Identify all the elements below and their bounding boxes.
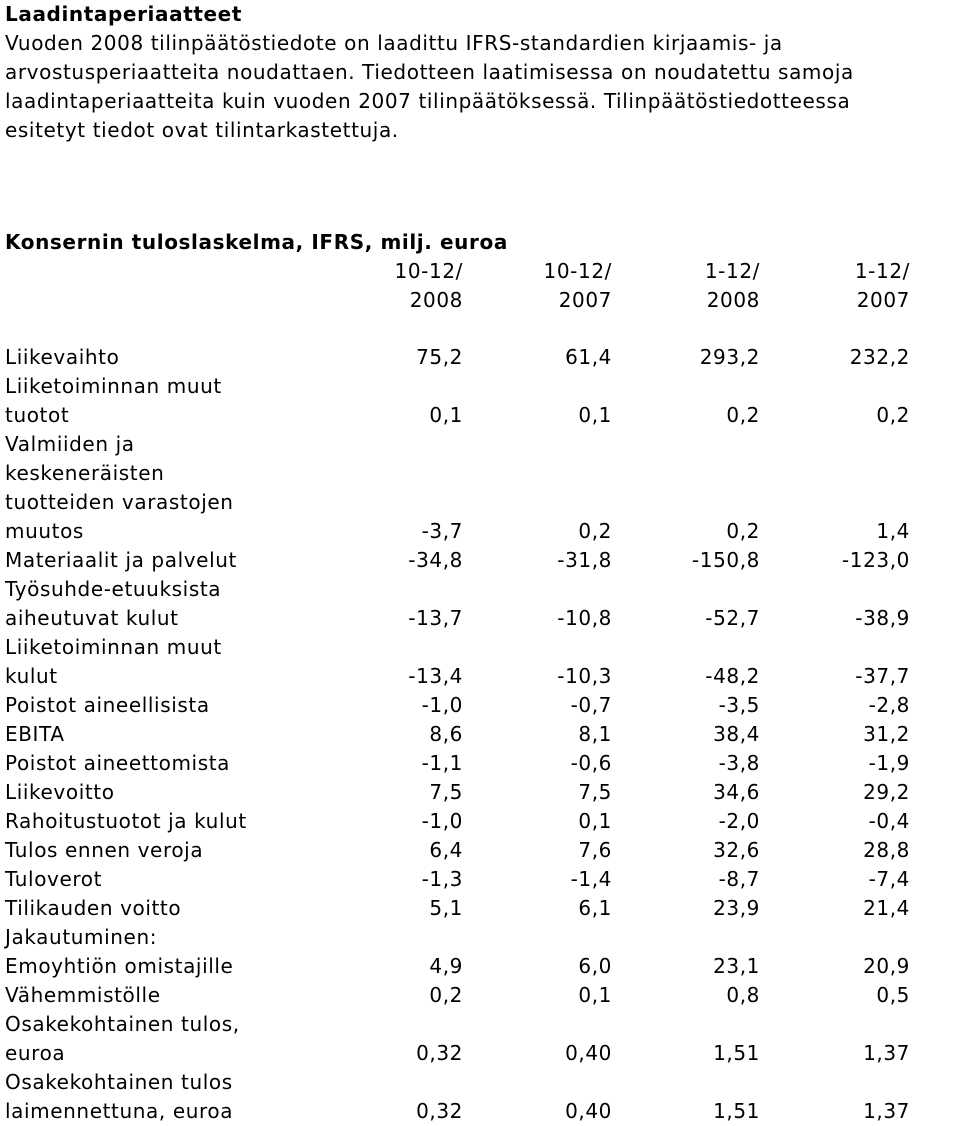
- row-label-line: aiheutuvat kulut: [5, 606, 179, 630]
- row-label: [5, 430, 295, 546]
- table-row: [5, 923, 955, 952]
- cell-value: 0,1: [429, 403, 463, 427]
- row-label: [5, 720, 295, 749]
- cell-value: 6,1: [578, 896, 612, 920]
- row-label-line: Emoyhtiön omistajille: [5, 954, 234, 978]
- cell-value: 232,2: [849, 345, 910, 369]
- row-label-line: kulut: [5, 664, 58, 688]
- cell-value: -13,4: [408, 664, 463, 688]
- cell-value: 1,4: [876, 519, 910, 543]
- row-label-line: tuotot: [5, 403, 70, 427]
- cell-value: 34,6: [713, 780, 760, 804]
- document-page: [5, 0, 955, 1123]
- table-row: [5, 430, 955, 546]
- column-header-period: 10-12/: [543, 259, 612, 283]
- row-label-line: Työsuhde-etuuksista: [5, 577, 222, 601]
- row-label-line: Vähemmistölle: [5, 983, 161, 1007]
- table-row: [5, 720, 955, 749]
- cell-value: -2,8: [868, 693, 910, 717]
- row-label-line: Tilikauden voitto: [5, 896, 182, 920]
- row-label-line: laimennettuna, euroa: [5, 1099, 234, 1123]
- cell-value: -7,4: [868, 867, 910, 891]
- row-label: [5, 575, 295, 633]
- row-label: [5, 952, 295, 981]
- table-row: [5, 952, 955, 981]
- cell-value: 0,2: [726, 403, 760, 427]
- row-label: [5, 981, 295, 1010]
- row-label-line: Jakautuminen:: [5, 925, 158, 949]
- cell-value: 1,51: [713, 1099, 760, 1123]
- table-row: [5, 836, 955, 865]
- cell-value: -13,7: [408, 606, 463, 630]
- cell-value: 0,2: [726, 519, 760, 543]
- row-label: [5, 372, 295, 430]
- table-row: [5, 981, 955, 1010]
- row-label: [5, 778, 295, 807]
- cell-value: -52,7: [705, 606, 760, 630]
- row-label-line: muutos: [5, 519, 84, 543]
- row-label: [5, 1010, 295, 1068]
- row-label: [5, 865, 295, 894]
- cell-value: 0,40: [565, 1099, 612, 1123]
- row-label-line: Liiketoiminnan muut: [5, 374, 222, 398]
- cell-value: -1,9: [868, 751, 910, 775]
- section-heading: Laadintaperiaatteet: [5, 2, 243, 26]
- table-row: [5, 575, 955, 633]
- row-label-line: keskeneräisten: [5, 461, 165, 485]
- cell-value: 29,2: [863, 780, 910, 804]
- cell-value: 31,2: [863, 722, 910, 746]
- cell-value: 6,4: [429, 838, 463, 862]
- table-row: [5, 807, 955, 836]
- cell-value: 293,2: [699, 345, 760, 369]
- cell-value: -150,8: [691, 548, 760, 572]
- cell-value: 1,37: [863, 1041, 910, 1065]
- cell-value: 0,1: [578, 809, 612, 833]
- cell-value: 38,4: [713, 722, 760, 746]
- row-label: [5, 1068, 295, 1126]
- cell-value: -48,2: [705, 664, 760, 688]
- cell-value: -3,5: [718, 693, 760, 717]
- cell-value: 21,4: [863, 896, 910, 920]
- cell-value: 0,2: [876, 403, 910, 427]
- column-header-year: 2007: [558, 288, 612, 312]
- cell-value: -8,7: [718, 867, 760, 891]
- table-title: Konsernin tuloslaskelma, IFRS, milj. euroa: [5, 230, 508, 254]
- cell-value: -37,7: [855, 664, 910, 688]
- row-label-line: Rahoitustuotot ja kulut: [5, 809, 247, 833]
- cell-value: 28,8: [863, 838, 910, 862]
- cell-value: 20,9: [863, 954, 910, 978]
- intro-paragraph: [5, 29, 945, 145]
- cell-value: -34,8: [408, 548, 463, 572]
- row-label-line: euroa: [5, 1041, 66, 1065]
- cell-value: -1,0: [421, 693, 463, 717]
- cell-value: -10,3: [557, 664, 612, 688]
- table-row: [5, 691, 955, 720]
- column-header-year: 2007: [856, 288, 910, 312]
- cell-value: 8,6: [429, 722, 463, 746]
- table-row: [5, 1068, 955, 1126]
- row-label-line: Materiaalit ja palvelut: [5, 548, 237, 572]
- table-row: [5, 894, 955, 923]
- cell-value: -31,8: [557, 548, 612, 572]
- cell-value: 7,5: [578, 780, 612, 804]
- column-header-year: 2008: [706, 288, 760, 312]
- cell-value: 61,4: [565, 345, 612, 369]
- cell-value: -2,0: [718, 809, 760, 833]
- cell-value: -3,8: [718, 751, 760, 775]
- cell-value: 0,32: [416, 1041, 463, 1065]
- column-header-period: 1-12/: [704, 259, 760, 283]
- cell-value: 0,2: [578, 519, 612, 543]
- cell-value: -1,0: [421, 809, 463, 833]
- cell-value: -10,8: [557, 606, 612, 630]
- row-label: [5, 836, 295, 865]
- paragraph-line: Vuoden 2008 tilinpäätöstiedote on laadittu IFRS-standardien kirjaamis- ja: [5, 31, 783, 55]
- row-label-line: EBITA: [5, 722, 65, 746]
- row-label-line: Osakekohtainen tulos,: [5, 1012, 240, 1036]
- row-label-line: tuotteiden varastojen: [5, 490, 234, 514]
- cell-value: 7,6: [578, 838, 612, 862]
- cell-value: 1,37: [863, 1099, 910, 1123]
- cell-value: 32,6: [713, 838, 760, 862]
- row-label: [5, 633, 295, 691]
- cell-value: -1,3: [421, 867, 463, 891]
- paragraph-line: esitetyt tiedot ovat tilintarkastettuja.: [5, 118, 399, 142]
- row-label: [5, 749, 295, 778]
- row-label: [5, 343, 295, 372]
- cell-value: 0,1: [578, 983, 612, 1007]
- cell-value: 8,1: [578, 722, 612, 746]
- row-label-line: Osakekohtainen tulos: [5, 1070, 233, 1094]
- table-row: [5, 778, 955, 807]
- table-row: [5, 749, 955, 778]
- row-label-line: Poistot aineellisista: [5, 693, 210, 717]
- column-header-period: 1-12/: [854, 259, 910, 283]
- cell-value: -0,7: [570, 693, 612, 717]
- table-row: [5, 372, 955, 430]
- income-statement-table: [5, 343, 955, 1126]
- row-label: [5, 807, 295, 836]
- cell-value: -123,0: [841, 548, 910, 572]
- row-label-line: Liiketoiminnan muut: [5, 635, 222, 659]
- cell-value: 6,0: [578, 954, 612, 978]
- row-label-line: Poistot aineettomista: [5, 751, 231, 775]
- cell-value: 0,32: [416, 1099, 463, 1123]
- row-label-line: Liikevaihto: [5, 345, 120, 369]
- cell-value: -3,7: [421, 519, 463, 543]
- table-row: [5, 1010, 955, 1068]
- row-label: [5, 923, 295, 952]
- row-label-line: Liikevoitto: [5, 780, 115, 804]
- row-label: [5, 546, 295, 575]
- table-row: [5, 865, 955, 894]
- cell-value: -0,6: [570, 751, 612, 775]
- row-label-line: Tulos ennen veroja: [5, 838, 204, 862]
- row-label: [5, 894, 295, 923]
- cell-value: 75,2: [416, 345, 463, 369]
- row-label-line: Valmiiden ja: [5, 432, 135, 456]
- table-row: [5, 546, 955, 575]
- column-header-year: 2008: [409, 288, 463, 312]
- cell-value: 23,1: [713, 954, 760, 978]
- cell-value: -1,4: [570, 867, 612, 891]
- cell-value: 0,5: [876, 983, 910, 1007]
- cell-value: -38,9: [855, 606, 910, 630]
- paragraph-line: arvostusperiaatteita noudattaen. Tiedotteen laatimisessa on noudatettu samoja: [5, 60, 854, 84]
- table-row: [5, 343, 955, 372]
- paragraph-line: laadintaperiaatteita kuin vuoden 2007 tilinpäätöksessä. Tilinpäätöstiedotteessa: [5, 89, 851, 113]
- cell-value: 0,2: [429, 983, 463, 1007]
- cell-value: 1,51: [713, 1041, 760, 1065]
- cell-value: 0,1: [578, 403, 612, 427]
- cell-value: 7,5: [429, 780, 463, 804]
- cell-value: 0,40: [565, 1041, 612, 1065]
- row-label: [5, 691, 295, 720]
- row-label-line: Tuloverot: [5, 867, 103, 891]
- cell-value: -1,1: [421, 751, 463, 775]
- cell-value: 23,9: [713, 896, 760, 920]
- cell-value: 0,8: [726, 983, 760, 1007]
- column-header-period: 10-12/: [394, 259, 463, 283]
- cell-value: 5,1: [429, 896, 463, 920]
- cell-value: -0,4: [868, 809, 910, 833]
- cell-value: 4,9: [429, 954, 463, 978]
- table-row: [5, 633, 955, 691]
